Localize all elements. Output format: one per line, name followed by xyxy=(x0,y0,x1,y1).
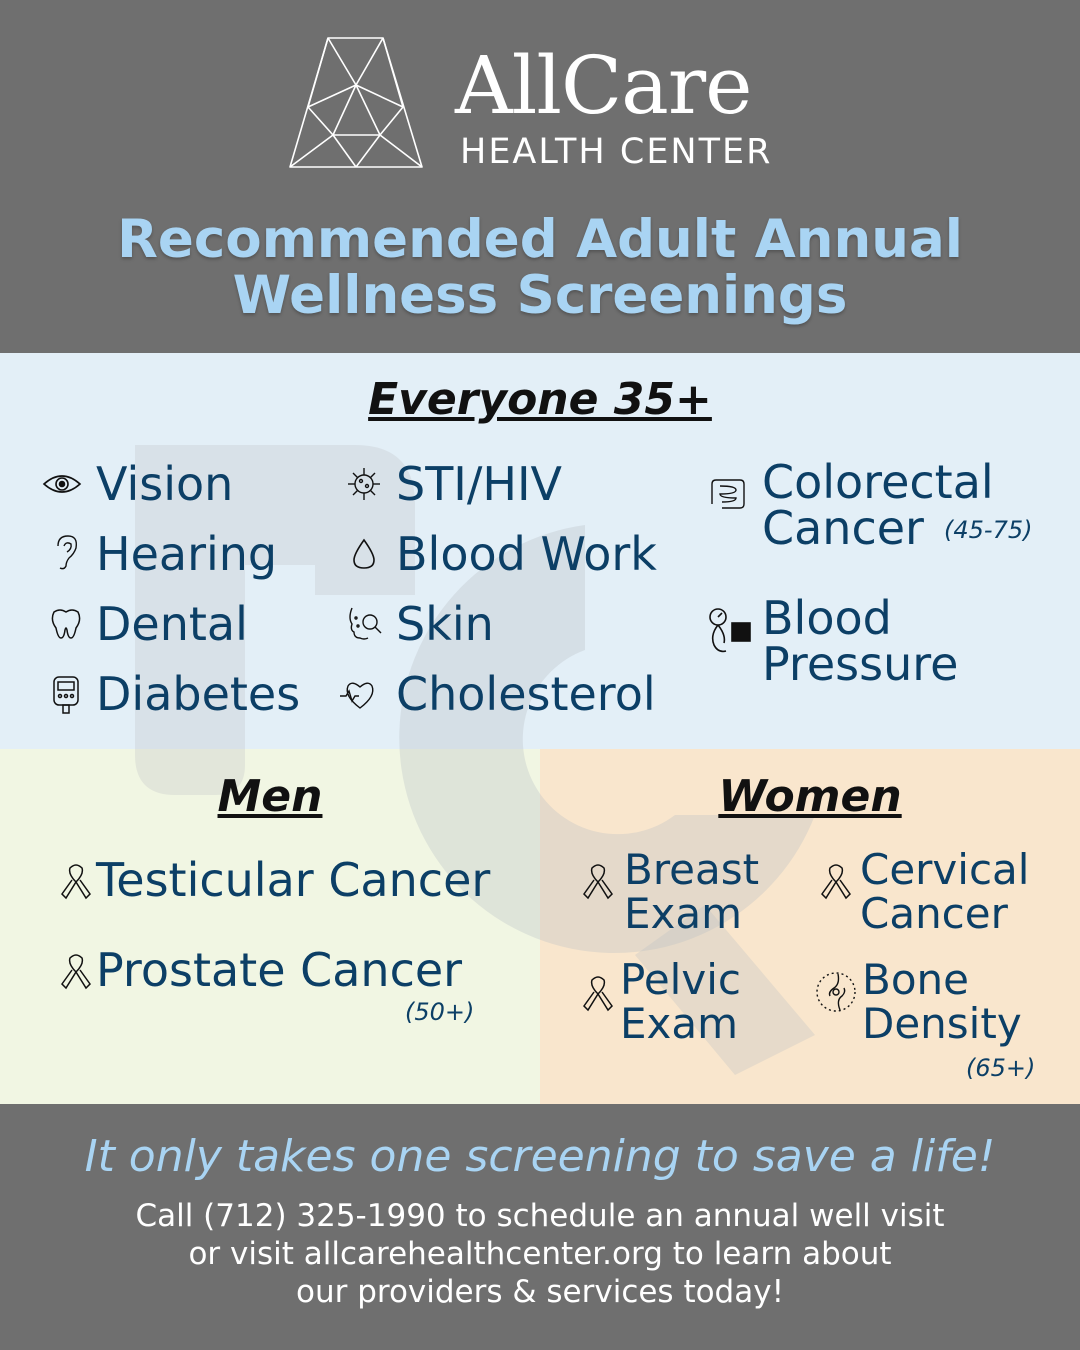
screening-vision: Vision xyxy=(96,457,234,511)
blood-pressure-cuff-icon xyxy=(706,605,752,657)
men-heading: Men xyxy=(217,771,323,822)
intestine-icon xyxy=(708,474,748,514)
screening-cholesterol: Cholesterol xyxy=(396,667,656,721)
bone-joint-icon xyxy=(814,970,858,1014)
heartbeat-icon xyxy=(340,674,380,714)
screening-blood-pressure-line2: Pressure xyxy=(762,637,959,691)
cta-line3: our providers & services today! xyxy=(295,1274,785,1310)
ear-icon xyxy=(46,532,86,572)
screening-testicular-cancer: Testicular Cancer xyxy=(96,853,491,907)
awareness-ribbon-icon xyxy=(816,862,856,902)
prostate-age-note: (50+) xyxy=(405,998,475,1026)
screening-breast-exam-line2: Exam xyxy=(624,889,743,938)
screening-bone-density-line1: Bone xyxy=(862,955,969,1004)
screening-blood-pressure-line1: Blood xyxy=(762,591,892,645)
call-to-action xyxy=(0,1197,1080,1311)
awareness-ribbon-icon xyxy=(56,862,96,902)
brand-name: AllCare xyxy=(455,39,752,132)
screening-colorectal-line2: Cancer xyxy=(762,501,924,555)
cta-line2: or visit allcarehealthcenter.org to learn about xyxy=(188,1236,892,1272)
eye-icon xyxy=(42,464,82,504)
women-heading: Women xyxy=(718,771,902,822)
allcare-logo-icon xyxy=(288,35,423,170)
screening-cervical-cancer-line1: Cervical xyxy=(860,845,1030,894)
screening-colorectal-line1: Colorectal xyxy=(762,455,994,509)
awareness-ribbon-icon xyxy=(56,952,96,992)
screening-hearing: Hearing xyxy=(96,527,278,581)
screening-dental: Dental xyxy=(96,597,248,651)
screening-prostate-cancer: Prostate Cancer xyxy=(96,943,463,997)
page-title-line2: Wellness Screenings xyxy=(232,265,848,326)
screening-cervical-cancer-line2: Cancer xyxy=(860,889,1008,938)
skin-magnifier-icon xyxy=(344,604,384,644)
screening-skin: Skin xyxy=(396,597,494,651)
page-title xyxy=(0,209,1080,326)
screening-breast-exam-line1: Breast xyxy=(624,845,760,894)
screening-sti-hiv: STI/HIV xyxy=(396,457,562,511)
tooth-icon xyxy=(46,604,86,644)
glucose-meter-icon xyxy=(46,674,86,714)
screening-pelvic-exam-line2: Exam xyxy=(620,999,739,1048)
everyone-heading: Everyone 35+ xyxy=(368,374,712,425)
screening-blood-work: Blood Work xyxy=(396,527,657,581)
virus-icon xyxy=(344,464,384,504)
screening-bone-density-line2: Density xyxy=(862,999,1022,1048)
screening-diabetes: Diabetes xyxy=(96,667,301,721)
tagline: It only takes one screening to save a life! xyxy=(84,1131,996,1182)
blood-drop-icon xyxy=(344,534,384,574)
awareness-ribbon-icon xyxy=(578,974,618,1014)
cta-line1: Call (712) 325-1990 to schedule an annual well visit xyxy=(135,1198,945,1234)
colorectal-age-note: (45-75) xyxy=(944,516,1033,544)
screening-pelvic-exam-line1: Pelvic xyxy=(620,955,741,1004)
brand-subtitle: HEALTH CENTER xyxy=(460,132,773,172)
awareness-ribbon-icon xyxy=(578,862,618,902)
bone-density-age-note: (65+) xyxy=(966,1054,1036,1082)
page-title-line1: Recommended Adult Annual xyxy=(117,209,963,270)
